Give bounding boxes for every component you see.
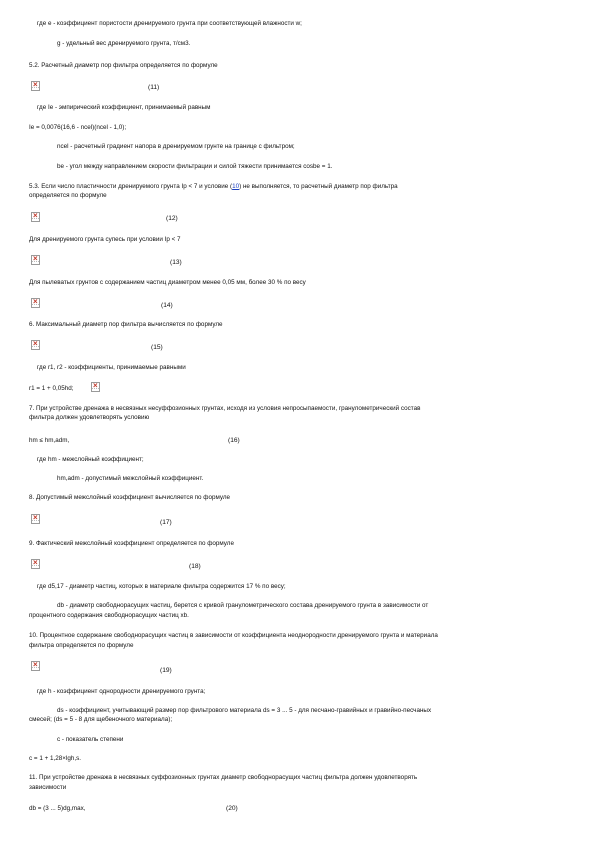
text-line: 10. Процентное содержание свободнорасущих частиц в зависимости от коэффициента неоднородности дренируемого грунта и материала	[29, 632, 438, 639]
text-segment: ) не выполняется, то расчетный диаметр пор фильтра	[239, 183, 398, 190]
broken-image-icon	[31, 559, 40, 569]
broken-image-icon	[31, 212, 40, 222]
equation-number: (20)	[226, 805, 238, 812]
equation-number: (11)	[148, 84, 160, 91]
formula-reference-link[interactable]: 10	[232, 183, 240, 190]
text-segment: 5.3. Если число пластичности дренируемого грунта Ip < 7 и условие (	[29, 183, 233, 190]
equation-number: (12)	[166, 215, 178, 222]
text-line: 5.2. Расчетный диаметр пор фильтра определяется по формуле	[29, 62, 218, 69]
text-line: фильтра должен удовлетворять условию	[29, 414, 150, 421]
text-line: Для пылеватых грунтов с содержанием частиц диаметром менее 0,05 мм, более 30 % по весу	[29, 279, 306, 286]
broken-image-icon	[91, 382, 100, 392]
equation-number: (13)	[170, 259, 182, 266]
text-line: 8. Допустимый межслойный коэффициент вычисляется по формуле	[29, 494, 231, 501]
text-line: фильтра определяется по формуле	[29, 642, 134, 649]
broken-image-icon	[31, 661, 40, 671]
text-line: r1 = 1 + 0,05hd;	[29, 385, 74, 392]
broken-image-icon	[31, 514, 40, 524]
equation-number: (15)	[151, 344, 163, 351]
text-line: hm ≤ hm,adm,	[29, 437, 70, 444]
equation-number: (16)	[228, 437, 240, 444]
text-line: Ie = 0,0076(16,6 - ncel)(ncel - 1,0);	[29, 124, 127, 131]
equation-number: (18)	[189, 563, 201, 570]
text-line: 11. При устройстве дренажа в несвязных суффозионных грунтах диаметр свободнорасущих частиц фильтра должен удовлетворять	[29, 774, 418, 781]
text-line: где r1, r2 - коэффициенты, принимаемые равными	[37, 364, 186, 371]
text-line: ds - коэффициент, учитывающий размер пор фильтрового материала ds = 3 ... 5 - для песчано-гравийных и гравийно-песчаных	[57, 707, 432, 714]
text-line: определяется по формуле	[29, 192, 107, 199]
text-line: g - удельный вес дренируемого грунта, т/см3.	[57, 40, 191, 47]
text-line: зависимости	[29, 784, 67, 791]
broken-image-icon	[31, 81, 40, 91]
text-line: c = 1 + 1,28×lgh,s.	[29, 755, 81, 762]
text-line: c - показатель степени	[57, 736, 124, 743]
text-line: db = (3 ... 5)dg,max,	[29, 805, 86, 812]
text-line: смесей; (ds = 5 - 8 для щебеночного материала);	[29, 716, 173, 723]
text-line: процентного содержания свободнорасущих частиц xb.	[29, 612, 189, 619]
text-line: Для дренируемого грунта супесь при условии Ip < 7	[29, 236, 181, 243]
text-line: hm,adm - допустимый межслойный коэффициент.	[57, 475, 204, 482]
text-line: где hm - межслойный коэффициент;	[37, 456, 144, 463]
text-line: db - диаметр свободнорасущих частиц, берется с кривой гранулометрического состава дренируемого грунта в зависимости от	[57, 602, 429, 609]
equation-number: (14)	[161, 302, 173, 309]
broken-image-icon	[31, 298, 40, 308]
text-line: где Ie - эмпирический коэффициент, принимаемый равным	[37, 104, 211, 111]
text-line: ncel - расчетный градиент напора в дренируемом грунте на границе с фильтром;	[57, 143, 295, 150]
text-line: где h - коэффициент однородности дренируемого грунта;	[37, 688, 206, 695]
broken-image-icon	[31, 340, 40, 350]
text-line	[29, 183, 398, 191]
equation-number: (17)	[160, 519, 172, 526]
text-line: 6. Максимальный диаметр пор фильтра вычисляется по формуле	[29, 321, 223, 328]
text-line: 9. Фактический межслойный коэффициент определяется по формуле	[29, 540, 234, 547]
broken-image-icon	[31, 255, 40, 265]
text-line: где d5,17 - диаметр частиц, которых в материале фильтра содержится 17 % по весу;	[37, 583, 286, 590]
text-line: где e - коэффициент пористости дренируемого грунта при соответствующей влажности w;	[37, 20, 302, 27]
text-line: be - угол между направлением скорости фильтрации и силой тяжести принимается cosbe = 1.	[57, 163, 333, 170]
text-line: 7. При устройстве дренажа в несвязных несуффозионных грунтах, исходя из условия непросыпаемости, гранулометрический состав	[29, 405, 421, 412]
equation-number: (19)	[160, 667, 172, 674]
